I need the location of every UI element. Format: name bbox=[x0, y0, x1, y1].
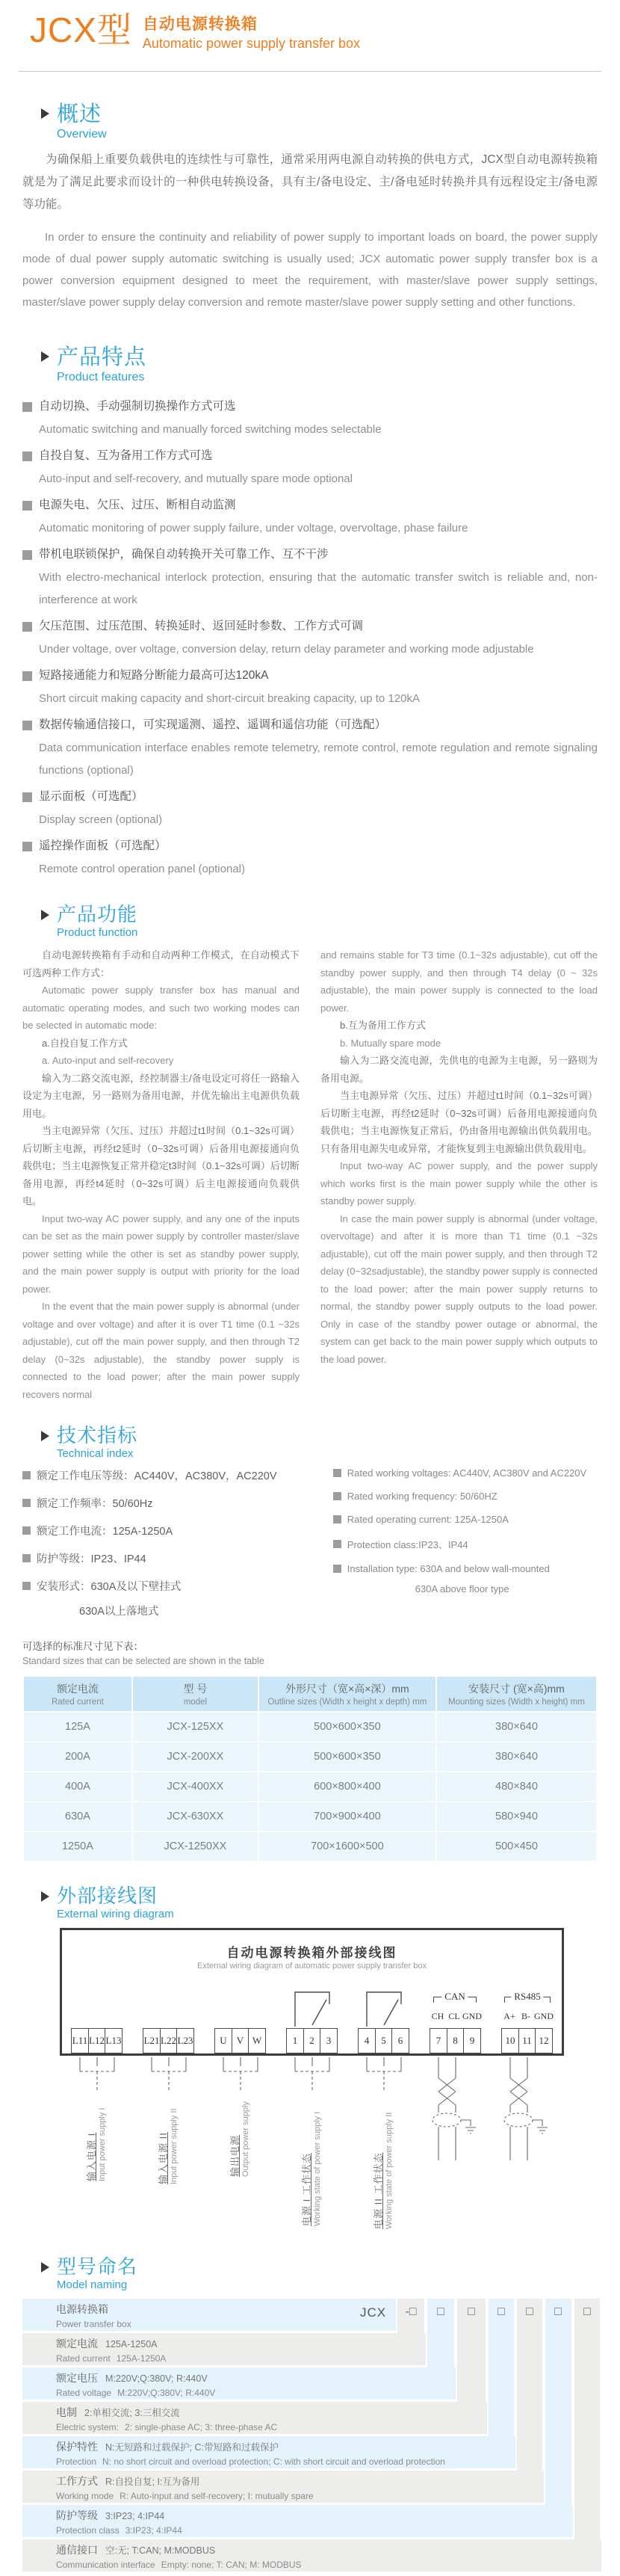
model-code-slot: -□ bbox=[405, 2305, 417, 2318]
tech-title-zh: 技术指标 bbox=[57, 1424, 138, 1446]
can-pins: CH CL GND bbox=[431, 2011, 482, 2021]
wiring-label-state2: 电源 II 工作状态 Working state of power supply II bbox=[373, 2112, 394, 2229]
table-cell: 500×600×350 bbox=[258, 1742, 436, 1772]
function-paragraph: Input two-way AC power supply, and the power supply which works first is the main power supply while the other is standby power supply. bbox=[320, 1160, 598, 1207]
tech-item: 防护等级：IP23、IP44 bbox=[37, 1553, 146, 1565]
feature-zh: 短路接通能力和短路分断能力最高可达120kA bbox=[39, 669, 269, 682]
terminal-group-output bbox=[214, 2028, 266, 2053]
wiring-label-input2: 输入电源 II Input power supply II bbox=[158, 2108, 179, 2184]
square-bullet-icon bbox=[22, 1554, 31, 1562]
terminal: 4 bbox=[358, 2028, 376, 2053]
size-table-header-row bbox=[23, 1676, 597, 1712]
feature-item bbox=[22, 664, 598, 710]
tech-right-column bbox=[333, 1467, 598, 1618]
square-bullet-icon bbox=[22, 1526, 31, 1535]
tech-item: 额定工作电流：125A-1250A bbox=[37, 1526, 173, 1538]
terminal: L23 bbox=[176, 2028, 194, 2053]
table-cell: 700×900×400 bbox=[258, 1802, 436, 1831]
terminal: L21 bbox=[143, 2028, 161, 2053]
section-arrow-icon bbox=[41, 2262, 49, 2273]
naming-row: 保护特性 N:无短路和过载保护; C:带短路和过载保护 Protection N: no short circuit and overload protection; C: with short circuit and overload protection bbox=[22, 2436, 515, 2468]
table-cell: 1250A bbox=[23, 1831, 132, 1861]
square-bullet-icon bbox=[22, 452, 32, 461]
square-bullet-icon bbox=[22, 1582, 31, 1590]
tech-item: Installation type: 630A and below wall-mounted bbox=[347, 1563, 550, 1574]
terminal-group-can bbox=[430, 2028, 481, 2053]
square-bullet-icon bbox=[22, 792, 32, 802]
table-cell: 200A bbox=[23, 1742, 132, 1772]
square-bullet-icon bbox=[22, 1471, 31, 1479]
square-bullet-icon bbox=[22, 402, 32, 412]
section-arrow-icon bbox=[41, 910, 49, 920]
terminal: U bbox=[214, 2028, 232, 2053]
table-row bbox=[23, 1712, 597, 1742]
section-overview-heading bbox=[41, 102, 598, 141]
function-title-en: Product function bbox=[57, 926, 138, 939]
model-code-slot: □ bbox=[497, 2305, 505, 2318]
section-arrow-icon bbox=[41, 108, 49, 119]
product-title-block bbox=[143, 12, 360, 52]
table-cell: JCX-1250XX bbox=[132, 1831, 258, 1861]
table-cell: JCX-400XX bbox=[132, 1772, 258, 1802]
terminal-group-input1 bbox=[71, 2028, 123, 2053]
overview-paragraph-en: In order to ensure the continuity and reliability of power supply to important loads on board, the power supply mode of dual power supply automatic switching is usually used; JCX automatic power supply transfer box is a power conversion equipment designed to meet the requirement, with master/slave power supply settings, master/slave power supply delay conversion and remote master/slave power supply setting and other functions. bbox=[22, 231, 598, 309]
feature-item bbox=[22, 713, 598, 782]
feature-zh: 遥控操作面板（可选配） bbox=[39, 839, 167, 852]
size-table bbox=[22, 1675, 598, 1862]
feature-zh: 带机电联锁保护，确保自动转换开关可靠工作、互不干涉 bbox=[39, 548, 329, 561]
page-header bbox=[0, 0, 620, 52]
wiring-label-output: 输出电源 Output power supply bbox=[229, 2101, 250, 2177]
terminal: 11 bbox=[518, 2028, 536, 2053]
table-cell: 480×840 bbox=[436, 1772, 597, 1802]
table-cell: 630A bbox=[23, 1802, 132, 1831]
terminal: 9 bbox=[463, 2028, 481, 2053]
feature-item bbox=[22, 543, 598, 611]
table-row bbox=[23, 1831, 597, 1861]
can-bracket bbox=[433, 1991, 477, 2003]
table-cell: 125A bbox=[23, 1712, 132, 1742]
rs485-pins: A+ B- GND bbox=[503, 2011, 554, 2021]
can-label: CAN bbox=[441, 1991, 468, 2003]
terminal-group-state2 bbox=[358, 2028, 409, 2053]
function-paragraph: In the event that the main power supply is abnormal (under voltage and over voltage) and after it is over T1 time (0.1 ~32s adjustable), cut off the main power supply, and then through T2 delay (0~32s adjustable), the standby power supply is connected to the load power; after the main power supply recovers normal bbox=[22, 1301, 300, 1400]
terminal: W bbox=[248, 2028, 266, 2053]
rs485-label: RS485 bbox=[511, 1991, 543, 2003]
naming-row: 额定电流 125A-1250A Rated current 125A-1250A bbox=[22, 2333, 426, 2365]
terminal: L22 bbox=[160, 2028, 178, 2053]
changeover-switch-icon bbox=[358, 1986, 410, 2028]
function-paragraph: b. Mutually spare mode bbox=[340, 1037, 441, 1049]
feature-item bbox=[22, 395, 598, 441]
model-code-slot: □ bbox=[437, 2305, 444, 2318]
feature-en: Short circuit making capacity and short-circuit breaking capacity, up to 120kA bbox=[39, 692, 420, 705]
wiring-title-zh: 外部接线图 bbox=[57, 1885, 158, 1907]
wiring-title-en: External wiring diagram bbox=[57, 1908, 174, 1920]
rs485-bracket bbox=[504, 1991, 551, 2003]
terminal-group-input2 bbox=[143, 2028, 194, 2053]
naming-row: 额定电压 M:220V;Q:380V; R:440V Rated voltage M:220V;Q:380V; R:440V bbox=[22, 2367, 456, 2400]
naming-column bbox=[489, 2299, 514, 2436]
feature-en: Automatic monitoring of power supply failure, under voltage, overvoltage, phase failure bbox=[39, 522, 468, 534]
function-paragraph: 自动电源转换箱有手动和自动两种工作模式，在自动模式下可选两种工作方式： bbox=[22, 949, 300, 979]
table-cell: 500×600×350 bbox=[258, 1712, 436, 1742]
column-header: 额定电流 Rated current bbox=[23, 1676, 132, 1712]
tech-item: Rated working frequency: 50/60HZ bbox=[347, 1491, 497, 1502]
table-row bbox=[23, 1772, 597, 1802]
table-cell: 380×640 bbox=[436, 1712, 597, 1742]
table-note-en: Standard sizes that can be selected are shown in the table bbox=[22, 1656, 264, 1666]
terminal: 1 bbox=[286, 2028, 304, 2053]
terminal: 12 bbox=[535, 2028, 553, 2053]
function-title-zh: 产品功能 bbox=[57, 903, 138, 925]
diagram-title-zh: 自动电源转换箱外部接线图 bbox=[226, 1946, 397, 1960]
square-bullet-icon bbox=[333, 1540, 341, 1548]
tech-item: 安装形式：630A及以下壁挂式 bbox=[37, 1581, 182, 1593]
model-code-prefix: JCX bbox=[360, 2305, 387, 2320]
section-wiring-heading bbox=[41, 1885, 598, 1920]
wiring-diagram bbox=[22, 1928, 598, 2242]
tech-title-en: Technical index bbox=[57, 1447, 134, 1460]
feature-zh: 显示面板（可选配） bbox=[39, 790, 143, 803]
terminal: 5 bbox=[375, 2028, 393, 2053]
feature-en: Auto-input and self-recovery, and mutually spare mode optional bbox=[39, 472, 353, 485]
column-header: 型 号 model bbox=[132, 1676, 258, 1712]
terminal: 8 bbox=[447, 2028, 465, 2053]
section-features-heading bbox=[41, 345, 598, 384]
naming-title-zh: 型号命名 bbox=[57, 2255, 138, 2278]
square-bullet-icon bbox=[333, 1565, 341, 1573]
function-paragraph: Automatic power supply transfer box has manual and automatic operating modes, and such two working modes can be selected in automatic mode: bbox=[22, 985, 300, 1031]
table-cell: JCX-125XX bbox=[132, 1712, 258, 1742]
feature-en: Display screen (optional) bbox=[39, 813, 163, 826]
function-paragraph: a. Auto-input and self-recovery bbox=[42, 1055, 174, 1066]
terminal: 2 bbox=[303, 2028, 321, 2053]
wiring-diagram-box bbox=[60, 1928, 564, 2056]
square-bullet-icon bbox=[22, 721, 32, 730]
terminal: L12 bbox=[88, 2028, 106, 2053]
table-cell: 700×1600×500 bbox=[258, 1831, 436, 1861]
function-paragraph: In case the main power supply is abnormal (under voltage, overvoltage) and after it is more than T1 time (0.1 ~32s adjustable), cut off the main power supply, and then through T2 delay (0~32sadjustable), the standby power supply is connected to the load power; after the main power supply returns to normal, the standby power supply outputs to the load power. Only in case of the standby power outage or abnormal, the system can get back to the main power supply which outputs to the load power. bbox=[320, 1212, 598, 1365]
table-cell: 400A bbox=[23, 1772, 132, 1802]
feature-zh: 欠压范围、过压范围、转换延时、返回延时参数、工作方式可调 bbox=[39, 620, 364, 632]
diagram-title-en: External wiring diagram of automatic power supply transfer box bbox=[197, 1962, 427, 1970]
wiring-label-input1: 输入电源 I Input power supply I bbox=[86, 2107, 107, 2181]
table-cell: 600×800×400 bbox=[258, 1772, 436, 1802]
feature-item bbox=[22, 785, 598, 831]
column-header: 外形尺寸（宽×高×深）mm Outline sizes (Width x height x depth) mm bbox=[258, 1676, 436, 1712]
changeover-switch-icon bbox=[286, 1986, 338, 2028]
function-paragraph: and remains stable for T3 time (0.1~32s adjustable), cut off the standby power supply, and then through T4 delay (0 ~ 32s adjustable), the main power supply is connected to the load power. bbox=[320, 949, 598, 1014]
function-paragraph: 输入为二路交流电源，先供电的电源为主电源，另一路则为备用电源。 bbox=[320, 1055, 598, 1084]
terminal-group-rs485 bbox=[501, 2028, 553, 2053]
overview-title-en: Overview bbox=[57, 128, 107, 141]
square-bullet-icon bbox=[22, 550, 32, 560]
column-header: 安装尺寸 (宽×高)mm Mounting sizes (Width x height) mm bbox=[436, 1676, 597, 1712]
model-naming-chart bbox=[22, 2299, 601, 2576]
table-cell: JCX-200XX bbox=[132, 1742, 258, 1772]
square-bullet-icon bbox=[333, 1515, 341, 1523]
terminal: 6 bbox=[391, 2028, 409, 2053]
function-paragraph: b.互为备用工作方式 bbox=[340, 1020, 426, 1031]
table-note-zh: 可选择的标准尺寸见下表： bbox=[22, 1641, 143, 1652]
function-paragraph: Input two-way AC power supply, and any one of the inputs can be set as the main power supply by controller master/slave power setting while the other is set as standby power supply, and the main power supply is output with priority for the load power. bbox=[22, 1212, 300, 1295]
feature-en: With electro-mechanical interlock protection, ensuring that the automatic transfer switch is reliable and, non-interference at work bbox=[39, 571, 598, 606]
naming-row: 工作方式 R:自投自复; I:互为备用 Working mode R: Auto-input and self-recovery; I: mutually spare bbox=[22, 2471, 544, 2503]
section-arrow-icon bbox=[41, 1891, 49, 1902]
naming-column bbox=[517, 2299, 542, 2471]
overview-paragraph-zh: 为确保船上重要负载供电的连续性与可靠性，通常采用两电源自动转换的供电方式，JCX型自动电源转换箱就是为了满足此要求而设计的一种供电转换设备，具有主/备电设定、主/备电延时转换并具有远程设定主/备电源等功能。 bbox=[22, 153, 598, 211]
square-bullet-icon bbox=[333, 1469, 341, 1477]
wiring-underbox bbox=[22, 2056, 598, 2235]
tech-left-column bbox=[22, 1467, 333, 1618]
terminal: L11 bbox=[71, 2028, 89, 2053]
tech-item: 额定工作电压等级：AC440V，AC380V，AC220V bbox=[37, 1470, 277, 1482]
header-divider bbox=[19, 71, 601, 72]
naming-row: 防护等级 3:IP23; 4:IP44 Protection class 3:IP23; 4:IP44 bbox=[22, 2505, 573, 2537]
function-columns bbox=[22, 946, 598, 1403]
table-cell: 500×450 bbox=[436, 1831, 597, 1861]
product-model-title: JCX型 bbox=[30, 10, 132, 49]
table-cell: JCX-630XX bbox=[132, 1802, 258, 1831]
terminal: V bbox=[232, 2028, 249, 2053]
tech-item: Protection class:IP23、IP44 bbox=[347, 1539, 468, 1550]
section-naming-heading bbox=[41, 2255, 598, 2291]
terminal: 10 bbox=[501, 2028, 519, 2053]
model-code-slot: □ bbox=[583, 2305, 591, 2318]
naming-column bbox=[545, 2299, 571, 2505]
naming-row: 电制 2:单相交流; 3:三相交流 Electric system: 2: single-phase AC; 3: three-phase AC bbox=[22, 2402, 487, 2434]
tech-item: Rated working voltages: AC440V, AC380V and AC220V bbox=[347, 1467, 587, 1479]
tech-item-extra: 630A above floor type bbox=[415, 1583, 509, 1594]
function-paragraph: 当主电源异常（欠压、过压）并超过t1时间（0.1~32s可调）后切断主电源，再经t2延时（0~32s可调）后备用电源接通向负载供电；当主电源恢复正常并稳定t3时间（0.1~32s可调）后切断备用电源，再经t4延时（0~32s可调）后主电源接通向负载供电。 bbox=[22, 1125, 300, 1207]
model-code-slot: □ bbox=[554, 2305, 562, 2318]
square-bullet-icon bbox=[22, 842, 32, 851]
square-bullet-icon bbox=[333, 1492, 341, 1500]
section-tech-heading bbox=[41, 1424, 598, 1460]
tech-item: 额定工作频率：50/60Hz bbox=[37, 1498, 153, 1510]
feature-en: Data communication interface enables remote telemetry, remote control, remote regulation and remote signaling functions (optional) bbox=[39, 742, 598, 777]
tech-item-extra: 630A以上落地式 bbox=[79, 1606, 159, 1618]
features-list bbox=[22, 395, 598, 881]
feature-zh: 电源失电、欠压、过压、断相自动监测 bbox=[39, 499, 236, 511]
table-row bbox=[23, 1802, 597, 1831]
section-function-heading bbox=[41, 903, 598, 939]
terminal: 7 bbox=[430, 2028, 447, 2053]
terminal: L13 bbox=[105, 2028, 123, 2053]
feature-en: Under voltage, over voltage, conversion delay, return delay parameter and working mode adjustable bbox=[39, 643, 534, 656]
feature-item bbox=[22, 493, 598, 540]
product-title-en: Automatic power supply transfer box bbox=[142, 36, 361, 51]
model-code-slot: □ bbox=[468, 2305, 475, 2318]
function-paragraph: 输入为二路交流电源，经控制器主/备电设定可将任一路输入设定为主电源，另一路则为备用电源，并优先输出主电源供负载用电。 bbox=[22, 1072, 300, 1119]
tech-item: Rated operating current: 125A-1250A bbox=[347, 1514, 509, 1525]
function-left-column bbox=[22, 946, 300, 1403]
function-paragraph: a.自投自复工作方式 bbox=[42, 1037, 128, 1049]
naming-title-en: Model naming bbox=[57, 2278, 128, 2291]
feature-item bbox=[22, 834, 598, 881]
square-bullet-icon bbox=[22, 1499, 31, 1507]
terminal-group-state1 bbox=[286, 2028, 338, 2053]
features-title-zh: 产品特点 bbox=[57, 345, 147, 369]
function-paragraph: 当主电源异常（欠压、过压）并超过t1时间（0.1~32s可调）后切断主电源，再经t2延时（0~32s可调）后备用电源接通向负载供电；当主电源恢复正常后，仍由备用电源输出供负载用电。只有备用电源失电或异常，才能恢复到主电源输出供负载用电。 bbox=[320, 1090, 598, 1154]
tech-columns bbox=[22, 1467, 598, 1618]
square-bullet-icon bbox=[22, 671, 32, 681]
terminal: 3 bbox=[320, 2028, 338, 2053]
features-title-en: Product features bbox=[57, 371, 145, 383]
product-title-zh: 自动电源转换箱 bbox=[142, 16, 258, 33]
feature-zh: 数据传输通信接口，可实现遥测、遥控、遥调和遥信功能（可选配） bbox=[39, 718, 387, 731]
model-code-slot: □ bbox=[526, 2305, 533, 2318]
feature-zh: 自投自复、互为备用工作方式可选 bbox=[39, 449, 213, 462]
feature-en: Remote control operation panel (optional) bbox=[39, 863, 245, 875]
feature-item bbox=[22, 444, 598, 490]
wiring-label-state1: 电源 I 工作状态 Working state of power supply I bbox=[301, 2111, 322, 2226]
feature-zh: 自动切换、手动强制切换操作方式可选 bbox=[39, 400, 236, 413]
square-bullet-icon bbox=[22, 501, 32, 511]
table-row bbox=[23, 1742, 597, 1772]
naming-row: 电源转换箱 Power transfer box bbox=[22, 2299, 396, 2331]
section-arrow-icon bbox=[41, 1431, 49, 1441]
naming-column bbox=[574, 2299, 600, 2539]
feature-item bbox=[22, 614, 598, 661]
feature-en: Automatic switching and manually forced switching modes selectable bbox=[39, 423, 382, 436]
section-arrow-icon bbox=[41, 351, 49, 362]
overview-title-zh: 概述 bbox=[57, 102, 102, 126]
table-cell: 580×940 bbox=[436, 1802, 597, 1831]
table-cell: 380×640 bbox=[436, 1742, 597, 1772]
function-right-column bbox=[320, 946, 598, 1403]
naming-row: 通信接口 空:无; T:CAN; M:MODBUS Communication interface Empty: none; T: CAN; M: MODBUS bbox=[22, 2539, 601, 2572]
square-bullet-icon bbox=[22, 622, 32, 632]
